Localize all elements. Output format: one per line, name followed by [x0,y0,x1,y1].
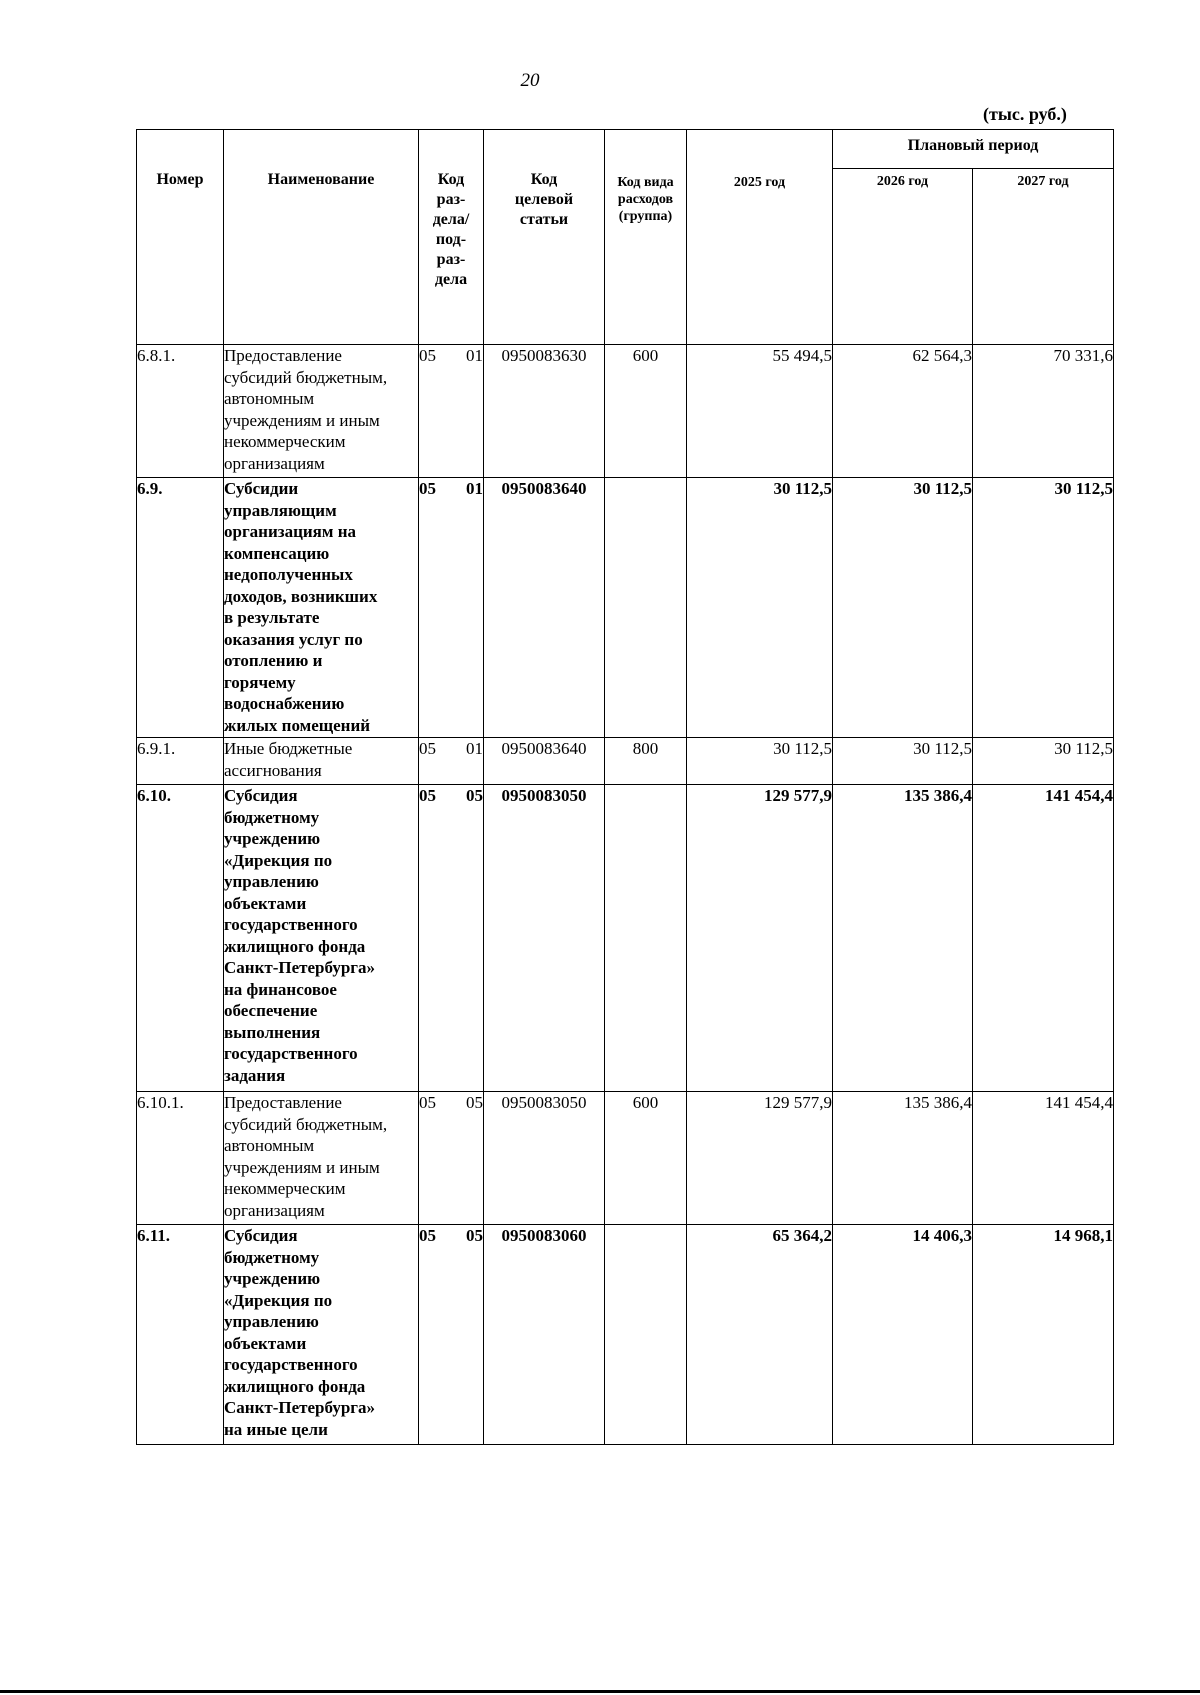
section-code: 05 [419,479,436,498]
row-amount-2026: 62 564,3 [833,345,973,478]
row-section-code [419,1225,484,1445]
row-amount-2025: 129 577,9 [687,1092,833,1225]
row-name-line: организациям [224,453,325,473]
row-name [224,478,419,738]
row-name-line: учреждению [224,1269,321,1288]
subsection-code: 05 [466,1226,483,1245]
row-amount-2027: 30 112,5 [973,738,1114,785]
header-line: Код [530,171,558,188]
row-name-line: доходов, возникших [224,586,378,606]
header-line: Код вида [617,175,674,190]
row-section-code [419,345,484,478]
row-name-line: бюджетному [224,1247,320,1267]
header-line: под- [435,231,467,248]
subsection-code: 05 [466,1093,483,1112]
row-amount-2025: 30 112,5 [687,738,833,785]
row-name-line: отоплению и [224,651,323,670]
row-name-line: на финансовое [224,979,337,999]
row-name-line: Субсидия [224,786,298,805]
row-amount-2026: 14 406,3 [833,1225,973,1445]
row-amount-2027: 141 454,4 [973,1092,1114,1225]
row-expense-group [605,1225,687,1445]
row-number: 6.10. [137,785,224,1092]
row-amount-2027: 70 331,6 [973,345,1114,478]
row-section-code [419,738,484,785]
header-name: Наименование [224,130,419,345]
row-name-line: обеспечение [224,1001,318,1020]
header-line: целевой [514,191,574,208]
row-name-line: «Дирекция по [224,1290,333,1310]
row-amount-2026: 30 112,5 [833,478,973,738]
header-line: (группа) [618,209,673,224]
row-name-line: водоснабжению [224,694,345,713]
row-name [224,345,419,478]
row-number: 6.10.1. [137,1092,224,1225]
row-target-code: 0950083640 [484,738,605,785]
row-target-code: 0950083050 [484,1092,605,1225]
table-body [137,345,1114,1445]
row-name-line: Предоставление [224,1093,342,1112]
row-amount-2027: 141 454,4 [973,785,1114,1092]
row-target-code: 0950083630 [484,345,605,478]
row-amount-2027: 30 112,5 [973,478,1114,738]
row-name-line: жилищного фонда [224,936,366,956]
section-code: 05 [419,786,436,805]
row-name-line: задания [224,1065,286,1085]
row-expense-group: 800 [605,738,687,785]
row-name-line: выполнения [224,1022,321,1042]
row-section-code [419,1092,484,1225]
row-section-code [419,785,484,1092]
row-name-line: учреждению [224,829,321,848]
row-name-line: государственного [224,915,358,934]
row-amount-2026: 135 386,4 [833,785,973,1092]
row-name-line: «Дирекция по [224,850,333,870]
row-target-code: 0950083060 [484,1225,605,1445]
row-name-line: Санкт-Петербурга» [224,1398,376,1417]
row-name-line: объектами [224,893,307,913]
row-name-line: организациям на [224,522,357,541]
row-name-line: жилых помещений [224,715,371,735]
row-name-line: управлению [224,1312,319,1331]
header-line: раз- [436,251,466,268]
subsection-code: 01 [466,346,483,365]
header-year-2026: 2026 год [833,169,973,345]
row-amount-2026: 30 112,5 [833,738,973,785]
header-line: раз- [436,191,466,208]
header-target-article [484,130,605,345]
table-row [137,738,1114,785]
table-row [137,785,1114,1092]
header-line: расходов [617,192,674,207]
row-name-line: Иные бюджетные [224,739,353,758]
row-amount-2025: 55 494,5 [687,345,833,478]
row-amount-2027: 14 968,1 [973,1225,1114,1445]
subsection-code: 01 [466,479,483,498]
table-row [137,478,1114,738]
scan-edge-line [0,1690,1200,1693]
row-name-line: Субсидия [224,1226,298,1245]
header-year-2027: 2027 год [973,169,1114,345]
header-line: дела/ [432,211,470,228]
section-code: 05 [419,739,436,758]
row-expense-group [605,785,687,1092]
row-name-line: учреждениям и иным [224,1157,380,1177]
row-name-line: Субсидии [224,479,299,498]
section-code: 05 [419,1226,436,1245]
row-amount-2026: 135 386,4 [833,1092,973,1225]
header-expense-type [605,130,687,345]
row-name-line: Предоставление [224,346,342,365]
row-name [224,1225,419,1445]
row-number: 6.9.1. [137,738,224,785]
header-number: Номер [137,130,224,345]
row-number: 6.9. [137,478,224,738]
row-number: 6.8.1. [137,345,224,478]
section-code: 05 [419,346,436,365]
row-name-line: государственного [224,1355,358,1374]
row-name-line: автономным [224,389,315,408]
row-name-line: в результате [224,608,320,627]
row-name-line: ассигнования [224,760,322,780]
row-name-line: субсидий бюджетным, [224,367,388,387]
row-name-line: на иные цели [224,1419,328,1439]
table-row [137,345,1114,478]
row-expense-group [605,478,687,738]
subsection-code: 05 [466,786,483,805]
row-name [224,738,419,785]
row-name-line: субсидий бюджетным, [224,1114,388,1134]
header-line: дела [434,271,468,288]
row-expense-group: 600 [605,1092,687,1225]
row-name-line: государственного [224,1044,358,1063]
row-amount-2025: 65 364,2 [687,1225,833,1445]
header-line: статьи [519,211,569,228]
units-label: (тыс. руб.) [983,104,1067,124]
row-number: 6.11. [137,1225,224,1445]
row-name-line: управляющим [224,500,337,520]
header-year-2025: 2025 год [687,130,833,345]
section-code: 05 [419,1093,436,1112]
row-name-line: горячему [224,672,296,692]
row-name-line: жилищного фонда [224,1376,366,1396]
table-row [137,1225,1114,1445]
row-expense-group: 600 [605,345,687,478]
row-section-code [419,478,484,738]
row-amount-2025: 30 112,5 [687,478,833,738]
row-amount-2025: 129 577,9 [687,785,833,1092]
row-name-line: компенсацию [224,543,330,563]
table-row [137,1092,1114,1225]
row-target-code: 0950083050 [484,785,605,1092]
row-name-line: бюджетному [224,807,320,827]
row-name-line: Санкт-Петербурга» [224,958,376,977]
row-target-code: 0950083640 [484,478,605,738]
budget-table [136,129,1114,1445]
row-name [224,1092,419,1225]
header-line: Код [437,171,465,188]
table-header [137,130,1114,345]
subsection-code: 01 [466,739,483,758]
row-name-line: некоммерческим [224,1179,346,1198]
row-name-line: автономным [224,1136,315,1155]
header-section [419,130,484,345]
header-planning-period: Плановый период [833,130,1114,169]
row-name-line: организациям [224,1200,325,1220]
row-name [224,785,419,1092]
row-name-line: некоммерческим [224,432,346,451]
row-name-line: объектами [224,1333,307,1353]
row-name-line: управлению [224,872,319,891]
row-name-line: учреждениям и иным [224,410,380,430]
page-number: 20 [520,70,540,91]
row-name-line: оказания услуг по [224,629,363,649]
row-name-line: недополученных [224,565,353,584]
